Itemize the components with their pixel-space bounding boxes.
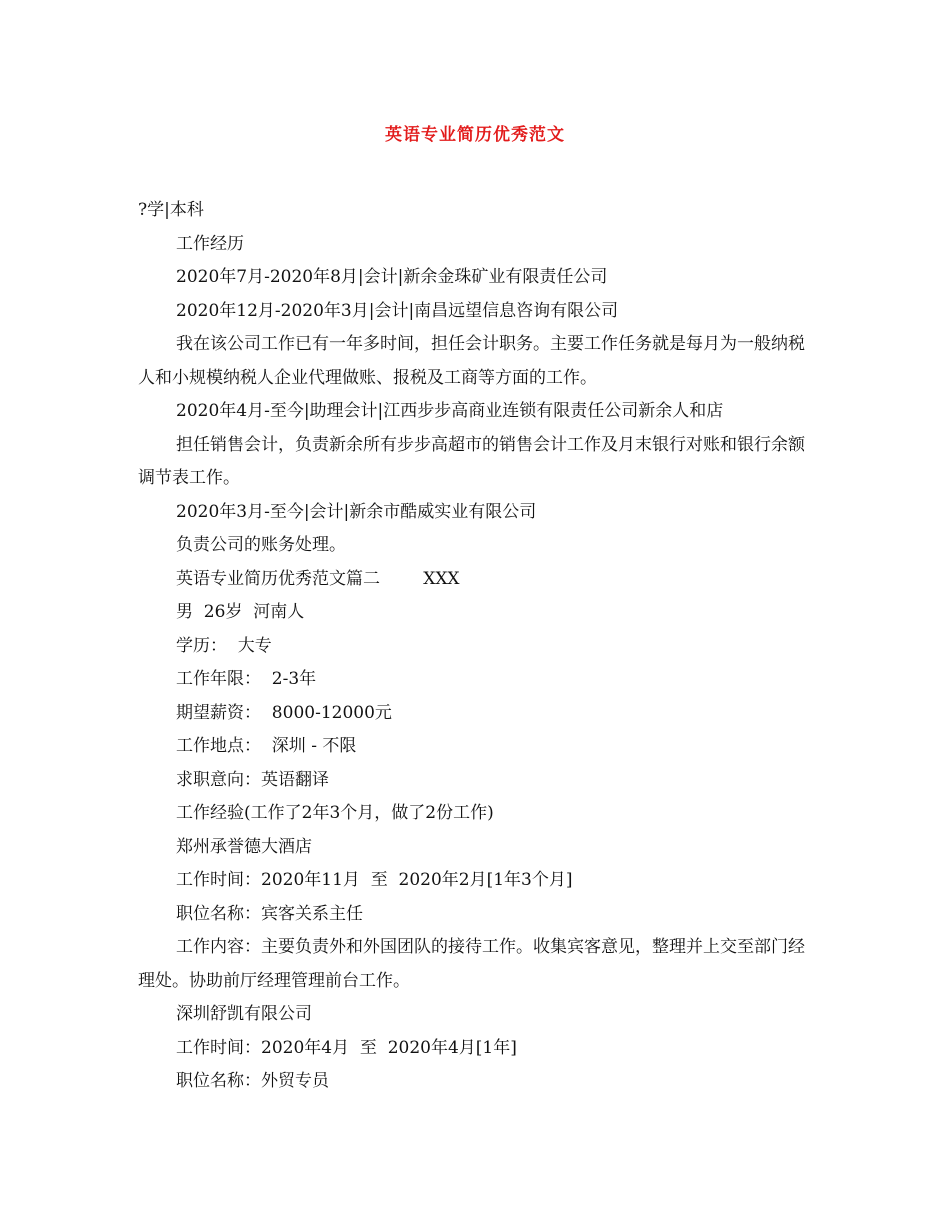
document-paragraph: 工作地点： 深圳 - 不限 bbox=[176, 736, 357, 756]
document-paragraph: 工作经验(工作了2年3个月，做了2份工作) bbox=[176, 803, 494, 823]
document-paragraph: 工作内容：主要负责外和外国团队的接待工作。收集宾客意见，整理并上交至部门经理处。协助前厅经理管理前台工作。 bbox=[138, 937, 805, 991]
document-paragraph: 男 26岁 河南人 bbox=[176, 602, 305, 622]
document-paragraph: 英语专业简历优秀范文篇二 XXX bbox=[176, 568, 460, 589]
document-paragraph: 负责公司的账务处理。 bbox=[176, 535, 346, 555]
document-paragraph: ?学|本科 bbox=[138, 200, 204, 220]
document-paragraph: 2020年3月-至今|会计|新余市酷威实业有限公司 bbox=[176, 501, 537, 522]
document-paragraph: 深圳舒凯有限公司 bbox=[176, 1004, 312, 1024]
document-paragraph: 职位名称：宾客关系主任 bbox=[176, 903, 363, 924]
document-paragraph: 郑州承誉德大酒店 bbox=[176, 836, 312, 857]
document-paragraph: 工作年限： 2-3年 bbox=[176, 669, 317, 689]
document-body bbox=[138, 194, 814, 1099]
document-paragraph: 求职意向：英语翻译 bbox=[176, 769, 329, 790]
document-paragraph: 工作时间：2020年4月 至 2020年4月[1年] bbox=[176, 1037, 517, 1058]
document-paragraph: 我在该公司工作已有一年多时间，担任会计职务。主要工作任务就是每月为一般纳税人和小规模纳税人企业代理做账、报税及工商等方面的工作。 bbox=[138, 334, 805, 388]
document-paragraph: 学历： 大专 bbox=[176, 635, 272, 656]
document-paragraph: 工作经历 bbox=[176, 233, 244, 254]
document-paragraph: 职位名称：外贸专员 bbox=[176, 1071, 329, 1091]
document-paragraph: 2020年7月-2020年8月|会计|新余金珠矿业有限责任公司 bbox=[176, 267, 608, 287]
document-paragraph: 2020年4月-至今|助理会计|江西步步高商业连锁有限责任公司新余人和店 bbox=[176, 401, 724, 421]
document-paragraph: 期望薪资： 8000-12000元 bbox=[176, 702, 392, 723]
document-paragraph: 担任销售会计，负责新余所有步步高超市的销售会计工作及月末银行对账和银行余额调节表工作。 bbox=[138, 434, 805, 488]
document-paragraph: 工作时间：2020年11月 至 2020年2月[1年3个月] bbox=[176, 870, 573, 890]
document-title: 英语专业简历优秀范文 bbox=[385, 125, 565, 145]
document-paragraph: 2020年12月-2020年3月|会计|南昌远望信息咨询有限公司 bbox=[176, 300, 619, 321]
